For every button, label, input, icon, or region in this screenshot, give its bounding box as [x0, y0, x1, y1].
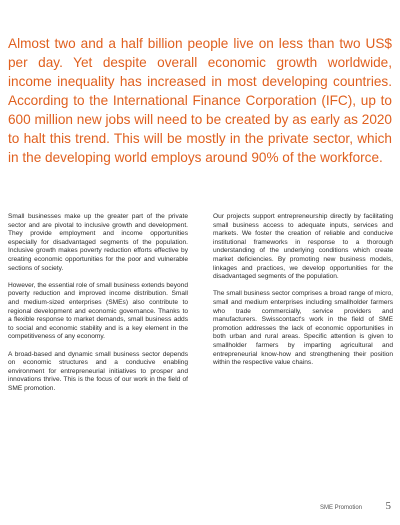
body-paragraph: However, the essential role of small business extends beyond poverty reduction and improved income distribution. Small and medium-sized enterprises (SMEs) also contribute to regional development and economic governance. Thanks to a flexible response to market demands, small business adds to social and economic stability and is a key element in the competitiveness of any economy. [8, 281, 188, 341]
body-paragraph: Our projects support entrepreneurship directly by facilitating small business access to adequate inputs, services and markets. We foster the creation of reliable and conducive institutional frameworks in response to a thorough understanding of the underlying conditions which create market deficiencies. By promoting new business models, linkages and practices, we develop opportunities for the disadvantaged segments of the population. [213, 213, 393, 281]
page-number: 5 [385, 500, 391, 512]
lead-paragraph: Almost two and a half billion people live on less than two US$ per day. Yet despite overall economic growth worldwide, income inequality has increased in most developing countries. According to the International Finance Corporation (IFC), up to 600 million new jobs will need to be created by as early as 2020 to halt this trend. This will be mostly in the private sector, which in the developing world employs around 90% of the workforce. [8, 36, 392, 165]
body-paragraph: The small business sector comprises a broad range of micro, small and medium enterprises including smallholder farmers who trade commercially, service providers and manufacturers. Swisscontact's work in the field of SME promotion addresses the lack of economic opportunities in both urban and rural areas. Specific attention is given to smallholder farmers by imparting agricultural and entrepreneurial know-how and strengthening their position within the respective value chains. [213, 290, 393, 367]
footer-section-label: SME Promotion [319, 505, 362, 511]
body-paragraph: A broad-based and dynamic small business sector depends on economic structures and a conducive enabling environment for entrepreneurial initiatives to prosper and innovations thrive. This is the focus of our work in the field of SME promotion. [8, 350, 188, 392]
body-paragraph: Small businesses make up the greater part of the private sector and are pivotal to inclusive growth and development. They provide employment and income opportunities especially for disadvantaged segments of the population. Inclusive growth makes poverty reduction efforts effective by creating economic opportunities for the poor and vulnerable sections of society. [8, 213, 188, 272]
left-column [8, 213, 188, 402]
right-column [213, 213, 393, 376]
